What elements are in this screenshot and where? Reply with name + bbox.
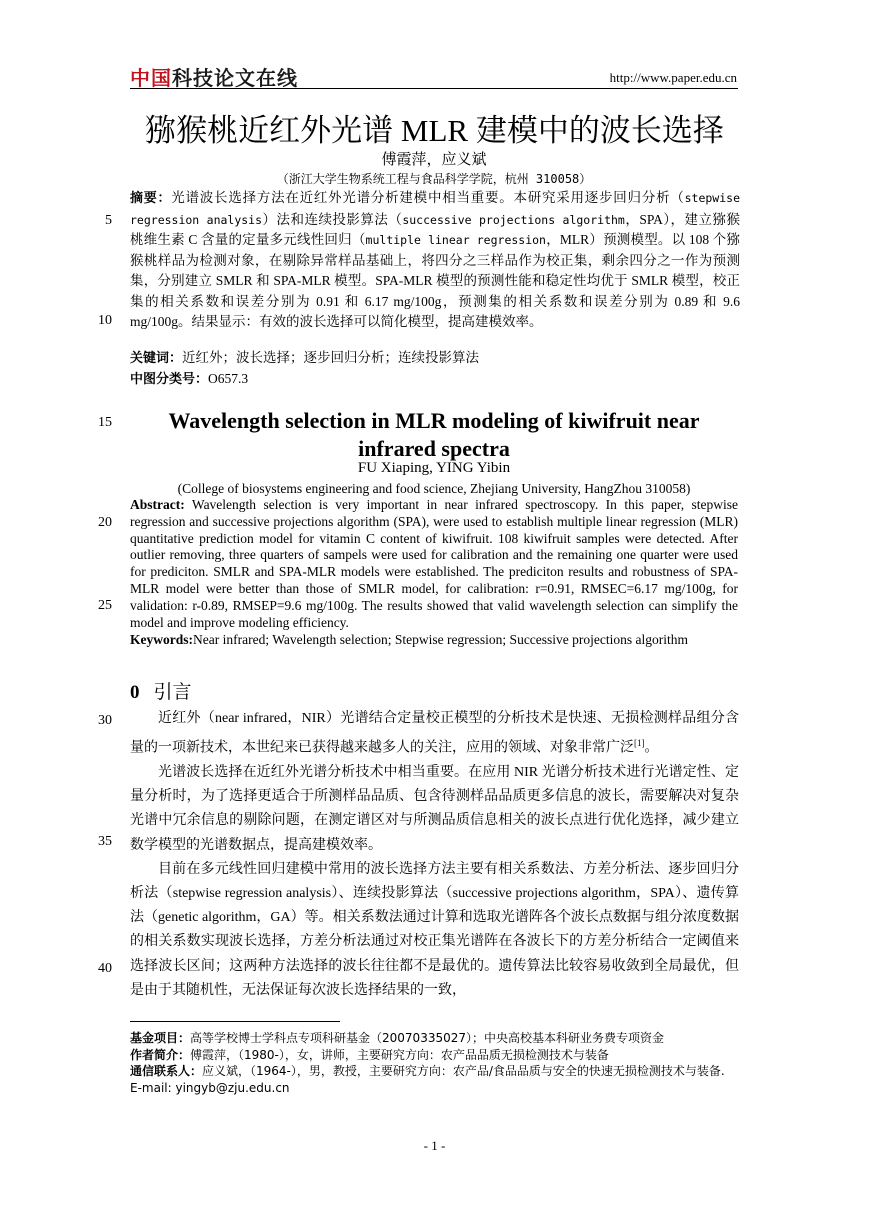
footnotes <box>130 1030 740 1096</box>
footnote-author <box>130 1047 740 1064</box>
line-number: 25 <box>98 598 112 613</box>
header-url[interactable]: http://www.paper.edu.cn <box>609 70 737 85</box>
title-cn: 猕猴桃近红外光谱 MLR 建模中的波长选择 <box>145 113 724 148</box>
classification-code: O657.3 <box>208 371 249 386</box>
keywords-cn-label: 关键词： <box>130 351 183 366</box>
abstract-cn-text-4: ，MLR）预测模型。以 108 个猕猴桃样品为检测对象，在剔除异常样品基础上，将四分之三样品作为校正集，剩余四分之一作为预测集，分别建立 SMLR 和 SPA-MLR 模型。SPA-MLR 模型的预测性能和稳定性均优于 SMLR 模型，校正集的相关系数和误差分别为 0.91 和 6.17 mg/100g，预测集的相关系数和误差分别为 0.89 和 9.6 mg/100g。结果显示：有效的波长选择可以简化模型，提高建模效率。 <box>130 232 740 329</box>
fund-text: 高等学校博士学科点专项科研基金（20070335027）；中央高校基本科研业务费专项资金 <box>190 1031 665 1045</box>
authors-en: FU Xiaping, YING Yibin <box>357 460 511 476</box>
line-number: 20 <box>98 515 112 530</box>
abstract-cn-term-3: multiple linear regression <box>365 233 546 247</box>
section-title: 引言 <box>153 682 192 703</box>
affiliation-en: (College of biosystems engineering and food science, Zhejiang University, HangZhou 310058) <box>177 481 691 496</box>
affiliation-cn: （浙江大学生物系统工程与食品科学学院，杭州 310058） <box>276 172 592 186</box>
keywords-en-text: Near infrared; Wavelength selection; Stepwise regression; Successive projections algorithm <box>193 632 689 647</box>
title-en: Wavelength selection in MLR modeling of kiwifruit near infrared spectra <box>168 408 700 461</box>
abstract-cn-label: 摘要： <box>130 191 172 206</box>
header-rule <box>130 88 738 89</box>
abstract-en-label: Abstract: <box>130 497 185 512</box>
authors-cn: 傅霞萍，应义斌 <box>381 152 487 168</box>
line-number: 30 <box>98 713 112 728</box>
section-number: 0 <box>130 682 140 703</box>
fund-label: 基金项目： <box>130 1031 191 1045</box>
citation-ref[interactable]: [1] <box>634 738 645 749</box>
footnote-contact <box>130 1063 740 1096</box>
keywords-cn <box>130 348 740 370</box>
abstract-cn-term-2: successive projections algorithm <box>402 212 625 227</box>
paragraph: 目前在多元线性回归建模中常用的波长选择方法主要有相关系数法、方差分析法、逐步回归分析法（stepwise regression analysis）、连续投影算法（successive projections algorithm，SPA）、遗传算法（genetic algorithm，GA）等。相关系数法通过计算和选取光谱阵各个波长点数据与组分浓度数据的相关系数实现波长选择，方差分析法通过对校正集光谱阵在各波长下的方差分析结合一定阈值来选择波长区间；这两种方法选择的波长往往都不是最优的。遗传算法比较容易收敛到全局最优，但是由于其随机性，无法保证每次波长选择结果的一致， <box>130 861 739 998</box>
line-number: 15 <box>98 415 112 430</box>
body-text <box>130 707 739 1003</box>
author-text: 傅霞萍，（1980-），女，讲师，主要研究方向：农产品品质无损检测技术与装备 <box>190 1047 609 1062</box>
contact-text: 应义斌，（1964-），男，教授，主要研究方向：农产品/食品品质与安全的快速无损检测技术与装备. E-mail: yingyb@zju.edu.cn <box>130 1064 725 1095</box>
logo-text-rest: 科技论文在线 <box>172 66 298 90</box>
page-number: - 1 - <box>423 1138 446 1153</box>
paragraph <box>130 707 739 761</box>
paragraph: 光谱波长选择在近红外光谱分析技术中相当重要。在应用 NIR 光谱分析技术进行光谱定性、定量分析时，为了选择更适合于所测样品品质、包含待测样品品质更多信息的波长，需要解决对复杂光谱中冗余信息的剔除问题，在测定谱区对与所测品质信息相关的波长点进行优化选择，减少建立数学模型的光谱数据点，提高建模效率。 <box>130 765 739 853</box>
classification-label: 中图分类号： <box>130 372 209 387</box>
abstract-en-text: Wavelength selection is very important in near infrared spectroscopy. In this paper, stepwise regression and successive projections algorithm (SPA), were used to establish multiple linear regression (MLR) quantitative prediction model for vitamin C content of kiwifruit. 108 kiwifruit samples were detected. After outlier removing, three quarters of sampels were used for calibration and the remaining one quarter were used for prediciton. SMLR and SPA-MLR models were established. The prediciton results and robustness of SPA-MLR model were better than those of SMLR model, for calibration: r=0.91, RMSEC=6.17 mg/100g, for validation: r-0.89, RMSEP=9.6 mg/100g. The results showed that valid wavelength selection can simplify the model and improve modeling efficiency. <box>130 497 738 630</box>
contact-label: 通信联系人： <box>130 1064 203 1078</box>
abstract-cn-term-1: stepwise regression analysis <box>130 191 740 227</box>
line-number: 5 <box>105 213 112 228</box>
keywords-cn-text: 近红外；波长选择；逐步回归分析；连续投影算法 <box>182 350 480 365</box>
logo-text-china: 中国 <box>130 66 172 90</box>
paragraph-1-end: 。 <box>644 740 659 756</box>
classification-cn <box>130 369 740 391</box>
paragraph-1-text: 近红外（near infrared，NIR）光谱结合定量校正模型的分析技术是快速、无损检测样品组分含量的一项新技术，本世纪来已获得越来越多人的关注，应用的领域、对象非常广泛 <box>130 711 739 756</box>
author-label: 作者简介： <box>130 1047 191 1062</box>
abstract-cn-text-1: 光谱波长选择方法在近红外光谱分析建模中相当重要。本研究采用逐步回归分析（ <box>171 190 685 205</box>
keywords-en <box>130 632 738 649</box>
line-number: 35 <box>98 834 112 849</box>
site-logo <box>130 62 298 91</box>
section-heading-intro <box>130 677 192 704</box>
footnote-rule <box>130 1021 340 1022</box>
footnote-fund <box>130 1030 740 1047</box>
keywords-en-label: Keywords: <box>130 632 193 647</box>
abstract-cn <box>130 188 740 333</box>
abstract-en <box>130 497 738 631</box>
abstract-cn-text-2: ）法和连续投影算法（ <box>262 211 403 227</box>
line-number: 40 <box>98 961 112 976</box>
line-number: 10 <box>98 313 112 328</box>
abstract-cn-text-3: ，SPA），建立猕猴桃维生素 C 含量的定量多元线性回归（ <box>130 211 740 247</box>
